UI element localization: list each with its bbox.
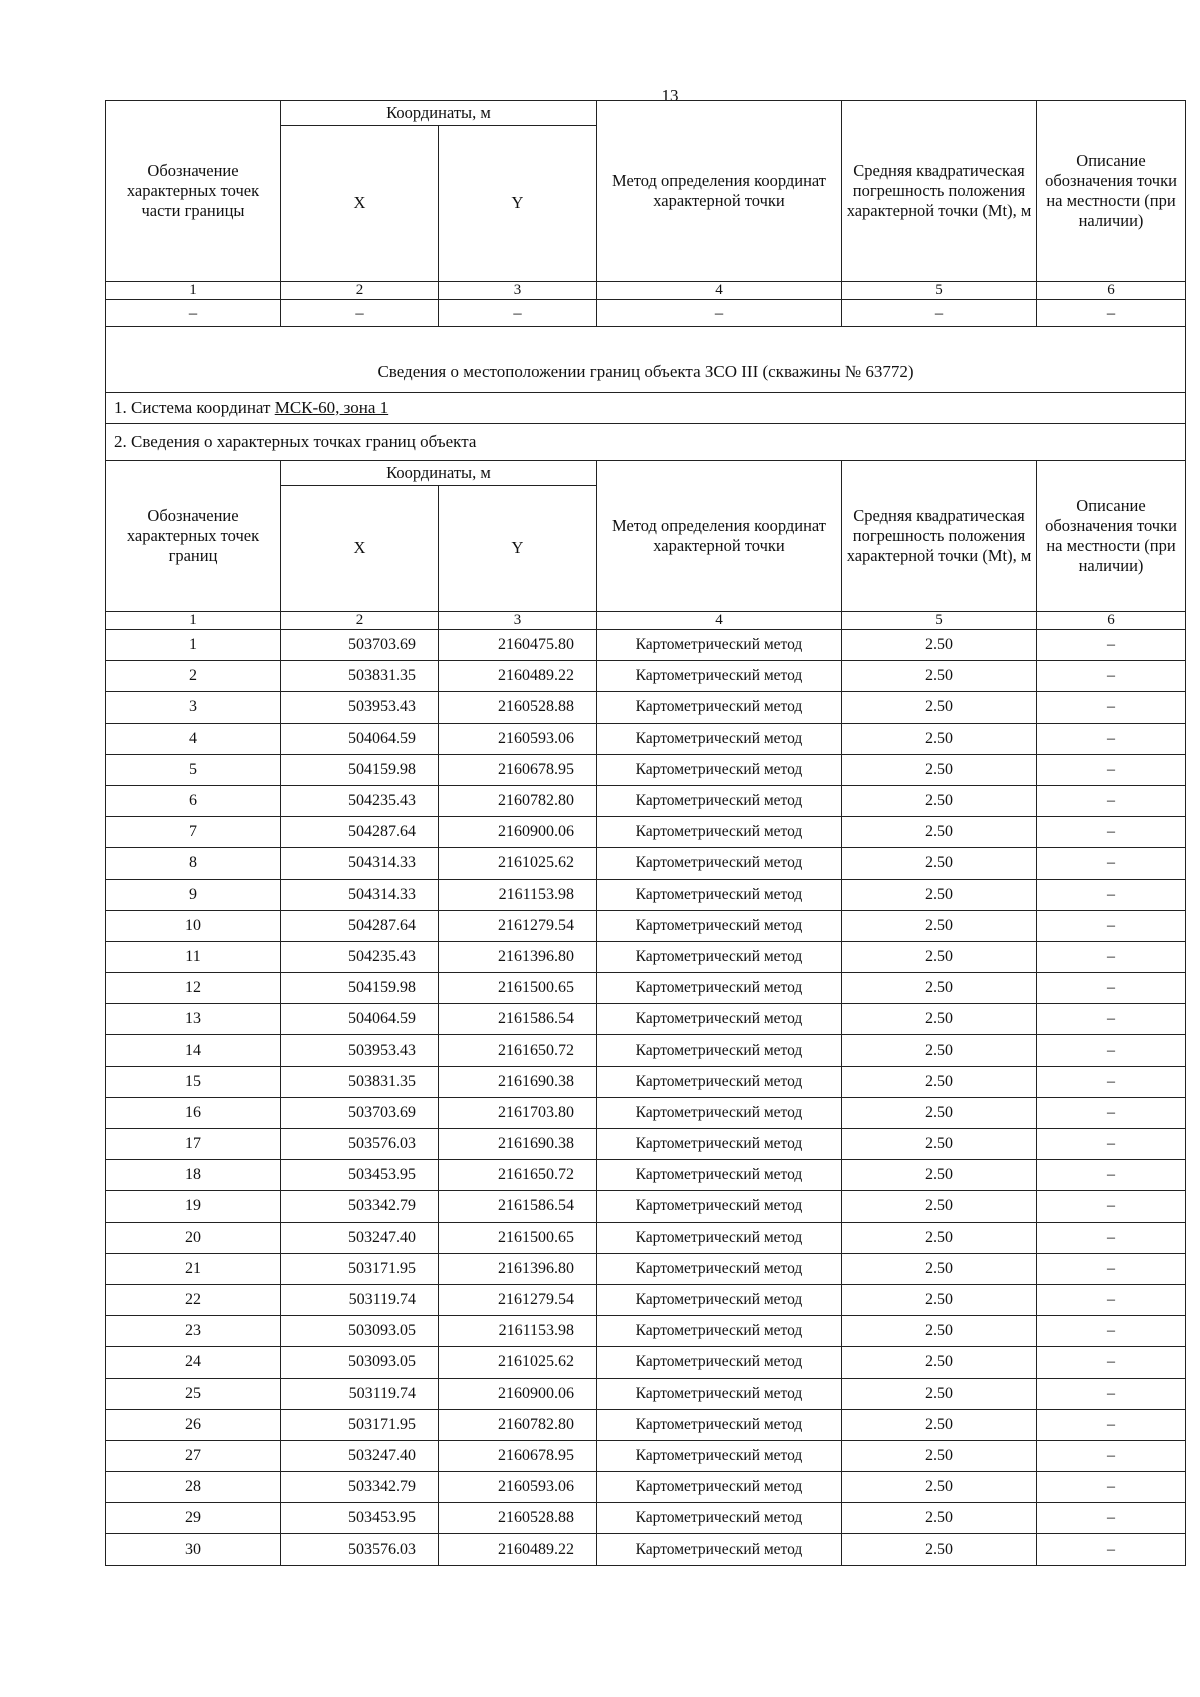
x-value: 503953.43: [281, 692, 439, 723]
description: –: [1037, 661, 1186, 692]
description: –: [1037, 1222, 1186, 1253]
description: –: [1037, 973, 1186, 1004]
point-number: 8: [106, 848, 281, 879]
y-value: 2161690.38: [439, 1066, 597, 1097]
description: –: [1037, 692, 1186, 723]
point-number: 4: [106, 723, 281, 754]
y-value: 2160593.06: [439, 723, 597, 754]
description: –: [1037, 1503, 1186, 1534]
x-value: 503576.03: [281, 1534, 439, 1565]
description: –: [1037, 1035, 1186, 1066]
error-value: 2.50: [842, 785, 1037, 816]
x-value: 504287.64: [281, 910, 439, 941]
point-number: 17: [106, 1129, 281, 1160]
point-number: 2: [106, 661, 281, 692]
y-value: 2160678.95: [439, 1440, 597, 1471]
error-value: 2.50: [842, 723, 1037, 754]
method: Картометрический метод: [597, 723, 842, 754]
y-value: 2160489.22: [439, 1534, 597, 1565]
table-row: [106, 1097, 1186, 1128]
method: Картометрический метод: [597, 1378, 842, 1409]
method: Картометрический метод: [597, 661, 842, 692]
y-value: 2160475.80: [439, 630, 597, 661]
point-number: 12: [106, 973, 281, 1004]
method: Картометрический метод: [597, 848, 842, 879]
error-value: 2.50: [842, 1440, 1037, 1471]
description: –: [1037, 1129, 1186, 1160]
error-value: 2.50: [842, 1503, 1037, 1534]
table-row: [106, 817, 1186, 848]
method: Картометрический метод: [597, 1253, 842, 1284]
x-value: 503831.35: [281, 1066, 439, 1097]
description: –: [1037, 1409, 1186, 1440]
table-row: [106, 1004, 1186, 1035]
error-value: 2.50: [842, 1066, 1037, 1097]
x-value: 504314.33: [281, 848, 439, 879]
point-number: 13: [106, 1004, 281, 1035]
error-value: 2.50: [842, 692, 1037, 723]
y-value: 2161396.80: [439, 1253, 597, 1284]
point-number: 1: [106, 630, 281, 661]
error-value: 2.50: [842, 1160, 1037, 1191]
point-number: 14: [106, 1035, 281, 1066]
error-value: 2.50: [842, 973, 1037, 1004]
table-row: [106, 1472, 1186, 1503]
error-value: 2.50: [842, 1409, 1037, 1440]
description: –: [1037, 1004, 1186, 1035]
y-value: 2161025.62: [439, 848, 597, 879]
col-point-header: Обозначение характерных точек части границы: [106, 101, 281, 282]
method: Картометрический метод: [597, 1316, 842, 1347]
table-row: [106, 1253, 1186, 1284]
y-value: 2161650.72: [439, 1035, 597, 1066]
col-num: 3: [439, 282, 597, 300]
description: –: [1037, 848, 1186, 879]
point-number: 27: [106, 1440, 281, 1471]
error-value: 2.50: [842, 1129, 1037, 1160]
method: Картометрический метод: [597, 941, 842, 972]
method: Картометрический метод: [597, 1191, 842, 1222]
table-row: [106, 754, 1186, 785]
description: –: [1037, 723, 1186, 754]
page-number: 13: [661, 86, 679, 105]
point-number: 3: [106, 692, 281, 723]
method: Картометрический метод: [597, 1129, 842, 1160]
point-number: 24: [106, 1347, 281, 1378]
y-value: 2161153.98: [439, 879, 597, 910]
table-row: [106, 1409, 1186, 1440]
description: –: [1037, 1534, 1186, 1565]
table-row: [106, 1035, 1186, 1066]
table-row: [106, 1503, 1186, 1534]
table-row: [106, 973, 1186, 1004]
method: Картометрический метод: [597, 1035, 842, 1066]
description: –: [1037, 941, 1186, 972]
table-row: [106, 1129, 1186, 1160]
error-value: 2.50: [842, 1004, 1037, 1035]
method: Картометрический метод: [597, 1097, 842, 1128]
x-value: 504235.43: [281, 941, 439, 972]
col-num: 2: [281, 282, 439, 300]
table-row: [106, 1191, 1186, 1222]
point-number: 18: [106, 1160, 281, 1191]
point-number: 25: [106, 1378, 281, 1409]
col-y-header: Y: [439, 486, 597, 612]
point-number: 15: [106, 1066, 281, 1097]
method: Картометрический метод: [597, 1409, 842, 1440]
y-value: 2161703.80: [439, 1097, 597, 1128]
col-method-header: Метод определения координат характерной точки: [597, 101, 842, 282]
point-number: 16: [106, 1097, 281, 1128]
col-coords-header: Координаты, м: [281, 461, 597, 486]
error-value: 2.50: [842, 817, 1037, 848]
point-number: 7: [106, 817, 281, 848]
table-row: [106, 723, 1186, 754]
table-row: [106, 630, 1186, 661]
description: –: [1037, 1284, 1186, 1315]
y-value: 2160528.88: [439, 692, 597, 723]
col-num: 5: [842, 282, 1037, 300]
y-value: 2161279.54: [439, 1284, 597, 1315]
y-value: 2161279.54: [439, 910, 597, 941]
y-value: 2160489.22: [439, 661, 597, 692]
table-row: [106, 1316, 1186, 1347]
col-coords-header: Координаты, м: [281, 101, 597, 126]
col-y-header: Y: [439, 126, 597, 282]
table-row: [106, 1534, 1186, 1565]
point-number: 26: [106, 1409, 281, 1440]
col-num: 1: [106, 282, 281, 300]
document-sheet: [105, 100, 1185, 1566]
coord-system-label: 1. Система координат: [114, 397, 271, 417]
x-value: 503453.95: [281, 1503, 439, 1534]
x-value: 504159.98: [281, 754, 439, 785]
y-value: 2160528.88: [439, 1503, 597, 1534]
column-numbers-row: [106, 612, 1186, 630]
dash-cell: –: [281, 300, 439, 327]
description: –: [1037, 879, 1186, 910]
error-value: 2.50: [842, 941, 1037, 972]
x-value: 503171.95: [281, 1253, 439, 1284]
method: Картометрический метод: [597, 1160, 842, 1191]
col-num: 3: [439, 612, 597, 630]
method: Картометрический метод: [597, 785, 842, 816]
coord-system-value: МСК-60, зона 1: [274, 397, 389, 417]
y-value: 2160782.80: [439, 1409, 597, 1440]
method: Картометрический метод: [597, 1222, 842, 1253]
x-value: 503093.05: [281, 1347, 439, 1378]
table-row: [106, 1222, 1186, 1253]
y-value: 2160593.06: [439, 1472, 597, 1503]
col-desc-header: Описание обозначения точки на местности (при наличии): [1037, 101, 1186, 282]
description: –: [1037, 1440, 1186, 1471]
table-row: [106, 879, 1186, 910]
description: –: [1037, 1472, 1186, 1503]
table-row: [106, 661, 1186, 692]
error-value: 2.50: [842, 630, 1037, 661]
y-value: 2160782.80: [439, 785, 597, 816]
method: Картометрический метод: [597, 910, 842, 941]
method: Картометрический метод: [597, 1472, 842, 1503]
method: Картометрический метод: [597, 1503, 842, 1534]
col-num: 6: [1037, 282, 1186, 300]
error-value: 2.50: [842, 1284, 1037, 1315]
description: –: [1037, 910, 1186, 941]
dash-cell: –: [106, 300, 281, 327]
description: –: [1037, 785, 1186, 816]
error-value: 2.50: [842, 661, 1037, 692]
y-value: 2161586.54: [439, 1191, 597, 1222]
error-value: 2.50: [842, 1097, 1037, 1128]
col-num: 5: [842, 612, 1037, 630]
x-value: 503576.03: [281, 1129, 439, 1160]
description: –: [1037, 817, 1186, 848]
table-row: [106, 1378, 1186, 1409]
error-value: 2.50: [842, 754, 1037, 785]
point-number: 10: [106, 910, 281, 941]
method: Картометрический метод: [597, 879, 842, 910]
error-value: 2.50: [842, 1378, 1037, 1409]
error-value: 2.50: [842, 1035, 1037, 1066]
points-title: 2. Сведения о характерных точках границ объекта: [106, 424, 1186, 461]
col-method-header: Метод определения координат характерной точки: [597, 461, 842, 612]
y-value: 2160678.95: [439, 754, 597, 785]
boundary-table: [105, 100, 1186, 1566]
x-value: 503171.95: [281, 1409, 439, 1440]
x-value: 503119.74: [281, 1378, 439, 1409]
point-number: 23: [106, 1316, 281, 1347]
col-num: 4: [597, 282, 842, 300]
x-value: 503703.69: [281, 1097, 439, 1128]
y-value: 2160900.06: [439, 1378, 597, 1409]
section-title: Сведения о местоположении границ объекта ЗСО III (скважины № 63772): [106, 352, 1186, 393]
error-header-text: Средняя квадратическая погрешность положения характерной точки (Mt), м: [846, 160, 1032, 221]
y-value: 2160900.06: [439, 817, 597, 848]
point-number: 6: [106, 785, 281, 816]
table-row: [106, 1440, 1186, 1471]
method: Картометрический метод: [597, 1534, 842, 1565]
description: –: [1037, 1316, 1186, 1347]
point-number: 11: [106, 941, 281, 972]
main-header-row: [106, 461, 1186, 486]
table-row: [106, 1347, 1186, 1378]
description: –: [1037, 1160, 1186, 1191]
col-num: 2: [281, 612, 439, 630]
table-row: [106, 785, 1186, 816]
method: Картометрический метод: [597, 1347, 842, 1378]
dash-cell: –: [842, 300, 1037, 327]
x-value: 503703.69: [281, 630, 439, 661]
method: Картометрический метод: [597, 692, 842, 723]
y-value: 2161396.80: [439, 941, 597, 972]
method: Картометрический метод: [597, 1004, 842, 1035]
empty-row: [106, 300, 1186, 327]
col-desc-header: Описание обозначения точки на местности (при наличии): [1037, 461, 1186, 612]
col-x-header: X: [281, 126, 439, 282]
x-value: 503953.43: [281, 1035, 439, 1066]
y-value: 2161690.38: [439, 1129, 597, 1160]
point-number: 29: [106, 1503, 281, 1534]
x-value: 503342.79: [281, 1472, 439, 1503]
col-x-header: X: [281, 486, 439, 612]
table-row: [106, 692, 1186, 723]
x-value: 503119.74: [281, 1284, 439, 1315]
x-value: 504235.43: [281, 785, 439, 816]
y-value: 2161025.62: [439, 1347, 597, 1378]
description: –: [1037, 1347, 1186, 1378]
x-value: 504314.33: [281, 879, 439, 910]
x-value: 503342.79: [281, 1191, 439, 1222]
x-value: 504064.59: [281, 1004, 439, 1035]
description: –: [1037, 1097, 1186, 1128]
x-value: 503831.35: [281, 661, 439, 692]
description: –: [1037, 1066, 1186, 1097]
error-value: 2.50: [842, 1222, 1037, 1253]
x-value: 504159.98: [281, 973, 439, 1004]
table-row: [106, 1160, 1186, 1191]
y-value: 2161650.72: [439, 1160, 597, 1191]
error-value: 2.50: [842, 1472, 1037, 1503]
table-row: [106, 941, 1186, 972]
error-value: 2.50: [842, 910, 1037, 941]
method: Картометрический метод: [597, 817, 842, 848]
x-value: 503247.40: [281, 1440, 439, 1471]
point-number: 30: [106, 1534, 281, 1565]
coord-system: [106, 393, 1186, 424]
y-value: 2161153.98: [439, 1316, 597, 1347]
col-error-header: [842, 101, 1037, 282]
error-value: 2.50: [842, 1316, 1037, 1347]
table-row: [106, 910, 1186, 941]
part-header-row: [106, 101, 1186, 126]
description: –: [1037, 754, 1186, 785]
table-row: [106, 1066, 1186, 1097]
col-num: 6: [1037, 612, 1186, 630]
x-value: 503093.05: [281, 1316, 439, 1347]
x-value: 504064.59: [281, 723, 439, 754]
description: –: [1037, 1378, 1186, 1409]
x-value: 504287.64: [281, 817, 439, 848]
y-value: 2161500.65: [439, 973, 597, 1004]
dash-cell: –: [597, 300, 842, 327]
description: –: [1037, 630, 1186, 661]
error-value: 2.50: [842, 848, 1037, 879]
error-value: 2.50: [842, 1534, 1037, 1565]
x-value: 503247.40: [281, 1222, 439, 1253]
method: Картометрический метод: [597, 1066, 842, 1097]
col-error-header: Средняя квадратическая погрешность положения характерной точки (Mt), м: [842, 461, 1037, 612]
spacer: [106, 327, 1186, 353]
x-value: 503453.95: [281, 1160, 439, 1191]
point-number: 21: [106, 1253, 281, 1284]
point-number: 5: [106, 754, 281, 785]
points-body: [106, 630, 1186, 1566]
point-number: 19: [106, 1191, 281, 1222]
error-value: 2.50: [842, 879, 1037, 910]
error-value: 2.50: [842, 1347, 1037, 1378]
col-num: 4: [597, 612, 842, 630]
error-value: 2.50: [842, 1253, 1037, 1284]
point-number: 9: [106, 879, 281, 910]
col-point-header: Обозначение характерных точек границ: [106, 461, 281, 612]
point-number: 28: [106, 1472, 281, 1503]
point-number: 20: [106, 1222, 281, 1253]
dash-cell: –: [439, 300, 597, 327]
error-value: 2.50: [842, 1191, 1037, 1222]
method: Картометрический метод: [597, 1284, 842, 1315]
method: Картометрический метод: [597, 973, 842, 1004]
point-number: 22: [106, 1284, 281, 1315]
table-row: [106, 848, 1186, 879]
method: Картометрический метод: [597, 754, 842, 785]
method: Картометрический метод: [597, 630, 842, 661]
dash-cell: –: [1037, 300, 1186, 327]
col-num: 1: [106, 612, 281, 630]
description: –: [1037, 1191, 1186, 1222]
y-value: 2161586.54: [439, 1004, 597, 1035]
table-row: [106, 1284, 1186, 1315]
method: Картометрический метод: [597, 1440, 842, 1471]
column-numbers-row: [106, 282, 1186, 300]
y-value: 2161500.65: [439, 1222, 597, 1253]
description: –: [1037, 1253, 1186, 1284]
